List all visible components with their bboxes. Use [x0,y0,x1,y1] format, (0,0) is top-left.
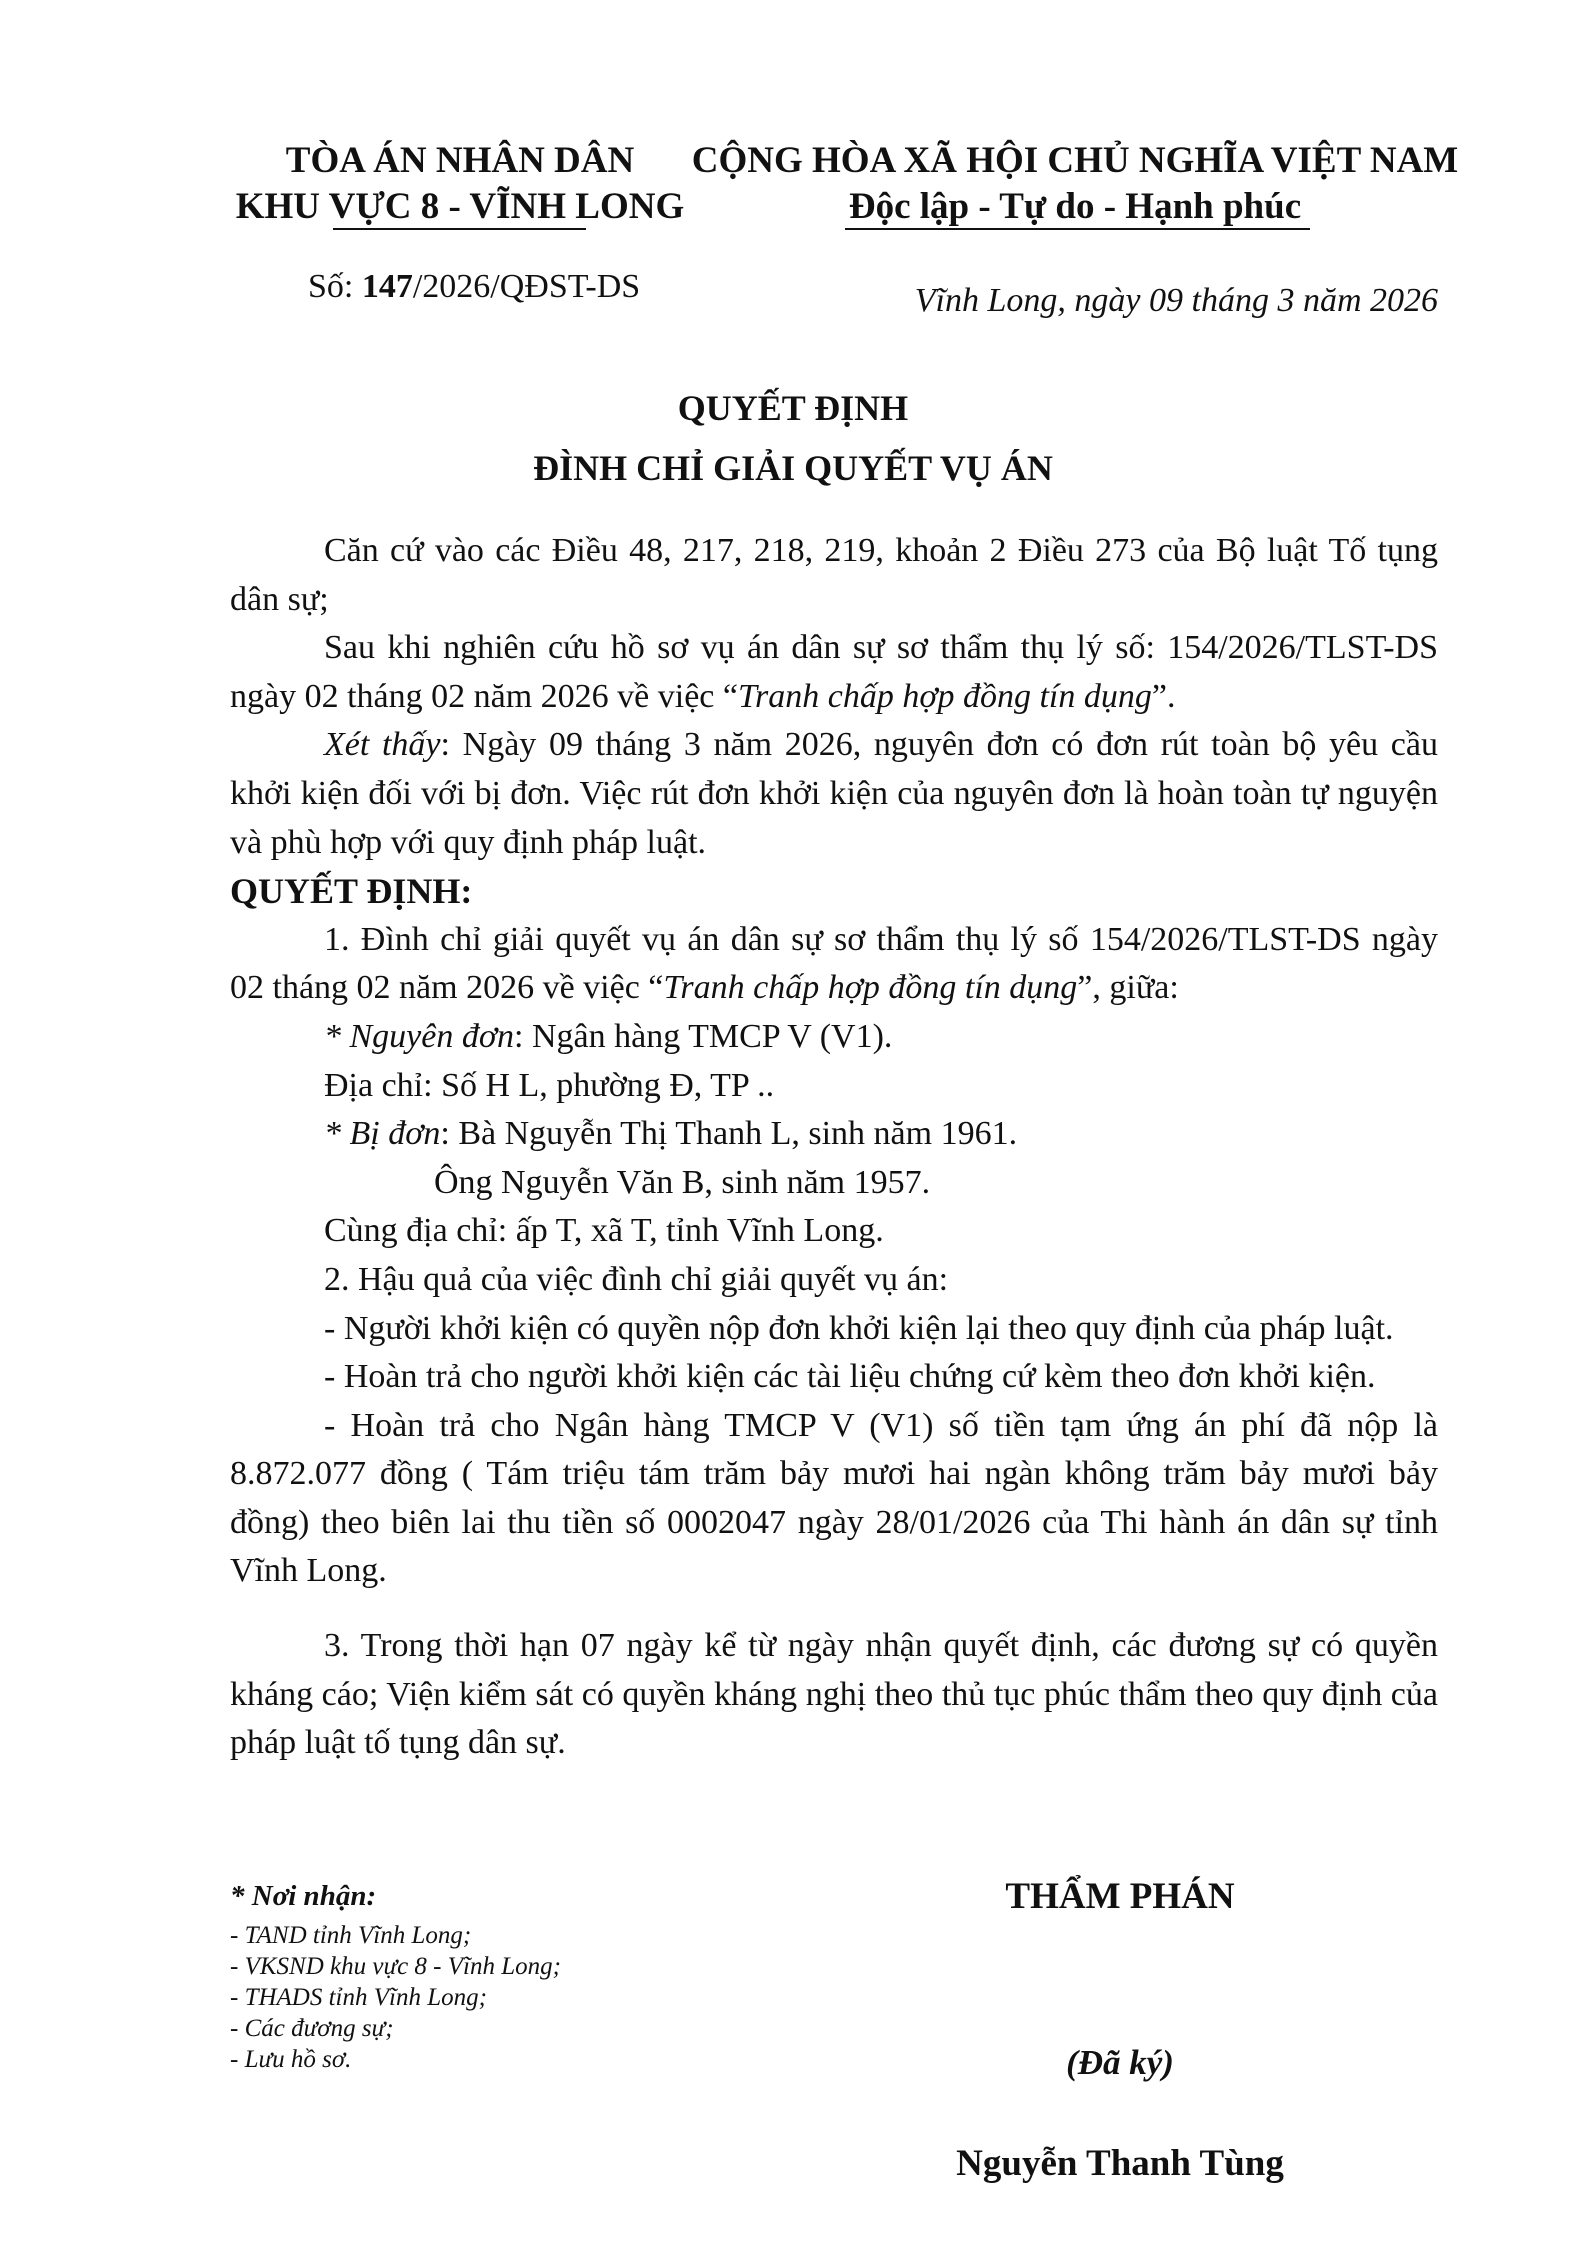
decision-item-1-text: 1. Đình chỉ giải quyết vụ án dân sự sơ thẩm thụ lý số 154/2026/TLST-DS ngày 02 tháng 02 năm 2026 về việc “ [230,920,1438,1007]
defendant-line [230,1110,1438,1159]
document-subtitle: ĐÌNH CHỈ GIẢI QUYẾT VỤ ÁN [533,448,1053,488]
court-name-block [210,138,710,230]
plaintiff-value: : Ngân hàng TMCP V (V1). [514,1017,893,1055]
recipient-item: - VKSND khu vực 8 - Vĩnh Long; [230,1953,561,1980]
motto-underline [845,228,1310,230]
case-subject: Tranh chấp hợp đồng tín dụng [737,677,1152,715]
plaintiff-address: Địa chỉ: Số H L, phường Đ, TP .. [324,1066,775,1104]
document-number-suffix: /2026/QĐST-DS [412,268,641,305]
document-date: Vĩnh Long, ngày 09 tháng 3 năm 2026 [914,282,1438,319]
signed-mark: (Đã ký) [1066,2043,1174,2082]
plaintiff-label: * Nguyên đơn [324,1017,515,1055]
common-address: Cùng địa chỉ: ấp T, xã T, tỉnh Vĩnh Long. [324,1212,884,1250]
defendant-value: : Bà Nguyễn Thị Thanh L, sinh năm 1961. [440,1115,1018,1153]
recipient-item: - Các đương sự; [230,2015,394,2042]
court-name-line2: KHU VỰC 8 - VĨNH LONG [235,186,685,227]
judge-name: Nguyễn Thanh Tùng [956,2143,1284,2184]
decision-item-2c: - Hoàn trả cho Ngân hàng TMCP V (V1) số tiền tạm ứng án phí đã nộp là 8.872.077 đồng ( Tám triệu tám trăm bảy mươi hai ngàn không trăm bảy mươi bảy đồng) theo biên lai thu tiền số 0002047 ngày 28/01/2026 của Thi hành án dân sự tỉnh Vĩnh Long. [230,1406,1438,1590]
decision-heading: QUYẾT ĐỊNH: [230,871,473,912]
plaintiff-line [230,1013,1438,1062]
second-defendant: Ông Nguyễn Văn B, sinh năm 1957. [434,1163,931,1201]
national-motto-block [690,138,1460,230]
decision-item-2a: - Người khởi kiện có quyền nộp đơn khởi kiện lại theo quy định của pháp luật. [324,1309,1394,1347]
case-review-end: ”. [1151,677,1176,715]
court-name-line1: TÒA ÁN NHÂN DÂN [285,140,635,181]
court-underline [333,228,586,230]
case-review-text: Sau khi nghiên cứu hồ sơ vụ án dân sự sơ thẩm thụ lý số: 154/2026/TLST-DS ngày 02 tháng 02 năm 2026 về việc “ [230,629,1438,715]
recipient-item: - TAND tỉnh Vĩnh Long; [230,1922,472,1949]
decision-item-2b: - Hoàn trả cho người khởi kiện các tài liệu chứng cứ kèm theo đơn khởi kiện. [324,1358,1376,1396]
finding-paragraph [230,721,1438,867]
recipients-list [230,1920,561,2075]
document-body [230,527,1438,1768]
finding-label: Xét thấy [324,726,441,764]
decision-item-2: 2. Hậu quả của việc đình chỉ giải quyết vụ án: [324,1260,949,1298]
legal-basis-paragraph: Căn cứ vào các Điều 48, 217, 218, 219, khoản 2 Điều 273 của Bộ luật Tố tụng dân sự; [230,532,1438,618]
decision-item-1-end: ”, giữa: [1077,969,1179,1007]
document-number-value: 147 [361,268,413,305]
document-number-prefix: Số: [308,268,362,305]
national-motto: Độc lập - Tự do - Hạnh phúc [848,186,1302,227]
decision-item-3: 3. Trong thời hạn 07 ngày kể từ ngày nhận quyết định, các đương sự có quyền kháng cáo; Viện kiểm sát có quyền kháng nghị theo thủ tục phúc thẩm theo quy định của pháp luật tố tụng dân sự. [230,1627,1438,1762]
decision-item-1 [230,916,1438,1013]
national-name: CỘNG HÒA XÃ HỘI CHỦ NGHĨA VIỆT NAM [691,140,1459,181]
case-review-paragraph [230,624,1438,721]
defendant-label: * Bị đơn [324,1115,441,1153]
recipient-item: - THADS tỉnh Vĩnh Long; [230,1984,487,2011]
paragraph-gap [230,1596,1438,1622]
recipient-item: - Lưu hồ sơ. [230,2046,352,2073]
finding-text: : Ngày 09 tháng 3 năm 2026, nguyên đơn có đơn rút toàn bộ yêu cầu khởi kiện đối với bị đơn. Việc rút đơn khởi kiện của nguyên đơn là hoàn toàn tự nguyện và phù hợp với quy định pháp luật. [230,726,1438,861]
judge-role: THẨM PHÁN [1005,1876,1235,1917]
document-number [308,268,640,306]
document-title: QUYẾT ĐỊNH [677,388,909,428]
decision-item-1-subject: Tranh chấp hợp đồng tín dụng [663,969,1078,1007]
recipients-title: * Nơi nhận: [230,1880,377,1912]
